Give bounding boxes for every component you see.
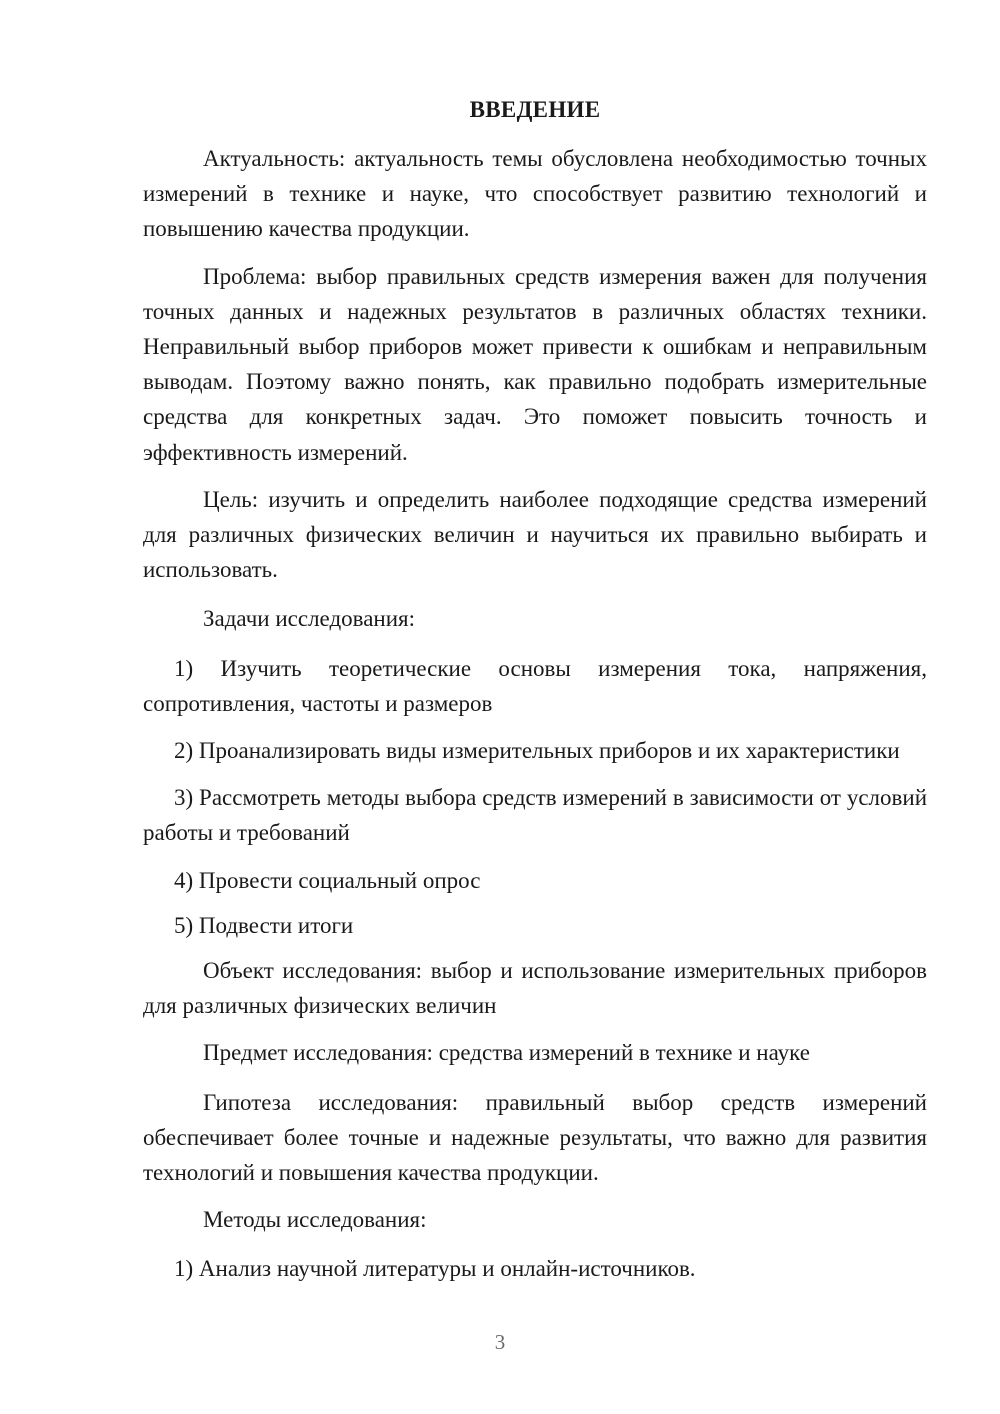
relevance-paragraph: Актуальность: актуальность темы обусловлена необходимостью точных измерений в технике и науке, что способствует развитию технологий и повышению качества продукции. — [143, 146, 927, 242]
hypothesis-paragraph: Гипотеза исследования: правильный выбор средств измерений обеспечивает более точные и надежные результаты, что важно для развития технологий и повышения качества продукции. — [143, 1089, 927, 1186]
tasks-list — [143, 651, 927, 943]
document-body — [143, 92, 927, 1287]
task-item-5: 5) Подвести итоги — [174, 912, 354, 938]
subject-paragraph: Предмет исследования: средства измерений в технике и науке — [203, 1040, 810, 1066]
page-number: 3 — [494, 1330, 506, 1354]
goal-paragraph: Цель: изучить и определить наиболее подходящие средства измерений для различных физических величин и научиться их правильно выбирать и использовать. — [143, 486, 927, 583]
page-title: ВВЕДЕНИЕ — [469, 97, 601, 122]
task-item-1: 1) Изучить теоретические основы измерения тока, напряжения, сопротивления, частоты и размеров — [143, 655, 927, 716]
methods-list — [143, 1251, 927, 1286]
object-paragraph: Объект исследования: выбор и использование измерительных приборов для различных физических величин — [143, 958, 927, 1019]
task-item-3: 3) Рассмотреть методы выбора средств измерений в зависимости от условий работы и требований — [143, 785, 927, 846]
methods-heading: Методы исследования: — [203, 1207, 427, 1233]
task-item-4: 4) Провести социальный опрос — [174, 867, 481, 893]
problem-paragraph: Проблема: выбор правильных средств измерения важен для получения точных данных и надежных результатов в различных областях техники. Неправильный выбор приборов может привести к ошибкам и неправильным выводам. Поэтому важно понять, как правильно подобрать измерительные средства для конкретных задач. Это поможет повысить точность и эффективность измерений. — [143, 263, 927, 465]
task-item-2: 2) Проанализировать виды измерительных приборов и их характеристики — [174, 738, 900, 764]
method-item-1: 1) Анализ научной литературы и онлайн-источников. — [174, 1256, 696, 1282]
tasks-heading: Задачи исследования: — [203, 606, 416, 632]
